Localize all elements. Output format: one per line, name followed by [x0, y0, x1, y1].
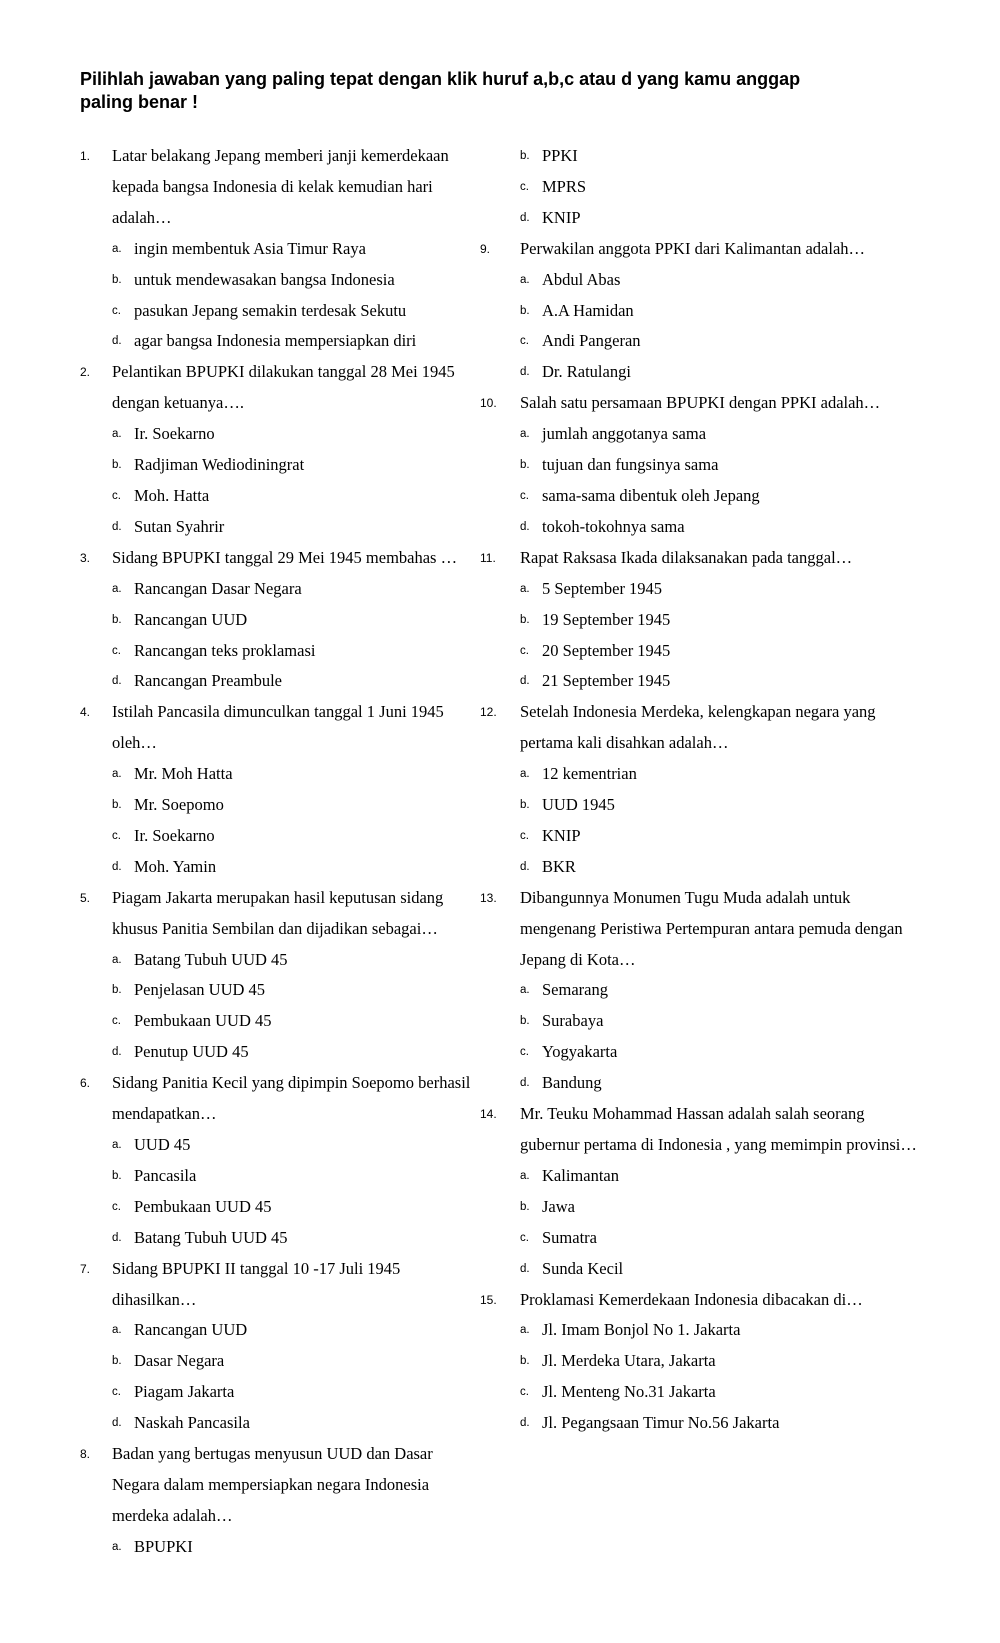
option-letter[interactable]: b.: [112, 1355, 122, 1368]
question: [480, 883, 924, 976]
question-text: Dibangunnya Monumen Tugu Muda adalah untuk mengenang Peristiwa Pertempuran antara pemuda dengan Jepang di Kota…: [520, 887, 903, 969]
option-letter[interactable]: c.: [112, 829, 121, 842]
question-text: Rapat Raksasa Ikada dilaksanakan pada tanggal…: [520, 547, 853, 567]
answer-option[interactable]: [504, 450, 924, 481]
question-block: [480, 883, 924, 1099]
option-text[interactable]: tokoh-tokohnya sama: [542, 516, 685, 536]
option-letter[interactable]: b.: [112, 273, 122, 286]
option-text[interactable]: 5 September 1945: [542, 578, 663, 598]
option-letter[interactable]: d.: [520, 675, 530, 688]
option-letter[interactable]: d.: [520, 1262, 530, 1275]
answer-option[interactable]: [80, 574, 480, 605]
answer-option[interactable]: [504, 1068, 924, 1099]
option-text[interactable]: KNIP: [542, 207, 581, 227]
option-text[interactable]: Jl. Menteng No.31 Jakarta: [542, 1382, 716, 1402]
answer-option[interactable]: [80, 1130, 480, 1161]
option-text[interactable]: Mr. Soepomo: [134, 795, 224, 815]
option-letter[interactable]: d.: [112, 1417, 122, 1430]
question-number: 15.: [480, 1292, 497, 1307]
answer-option[interactable]: [504, 419, 924, 450]
option-letter[interactable]: a.: [112, 1139, 122, 1151]
option-text[interactable]: untuk mendewasakan bangsa Indonesia: [134, 269, 395, 289]
option-letter[interactable]: d.: [112, 1046, 122, 1059]
option-letter[interactable]: c.: [520, 1386, 529, 1399]
option-text[interactable]: Dasar Negara: [134, 1351, 225, 1371]
answer-option[interactable]: [80, 1346, 480, 1377]
question-number: 7.: [80, 1261, 91, 1276]
option-text[interactable]: Jl. Merdeka Utara, Jakarta: [542, 1351, 716, 1371]
option-letter[interactable]: c.: [520, 180, 529, 193]
answer-option[interactable]: [80, 605, 480, 636]
question-block: [80, 1439, 480, 1563]
option-letter[interactable]: c.: [112, 489, 121, 502]
option-text[interactable]: Sutan Syahrir: [134, 516, 225, 536]
answer-option[interactable]: [504, 574, 924, 605]
option-text[interactable]: Kalimantan: [542, 1165, 619, 1185]
option-text[interactable]: Rancangan Preambule: [134, 671, 282, 691]
option-letter[interactable]: b.: [520, 1200, 530, 1213]
question-block: [80, 883, 480, 1068]
answer-option[interactable]: [504, 326, 924, 357]
answer-option[interactable]: [504, 1223, 924, 1254]
option-letter[interactable]: d.: [112, 520, 122, 533]
option-text[interactable]: Bandung: [542, 1073, 602, 1093]
option-letter[interactable]: c.: [112, 1200, 121, 1213]
option-text[interactable]: Jawa: [542, 1196, 575, 1216]
option-text[interactable]: Rancangan UUD: [134, 609, 248, 629]
question-text: Mr. Teuku Mohammad Hassan adalah salah seorang gubernur pertama di Indonesia , yang memimpin provinsi…: [520, 1104, 917, 1154]
option-text[interactable]: Ir. Soekarno: [134, 825, 215, 845]
answer-option[interactable]: [504, 265, 924, 296]
answer-option[interactable]: [80, 481, 480, 512]
answer-option[interactable]: [80, 450, 480, 481]
option-text[interactable]: Naskah Pancasila: [134, 1413, 250, 1433]
question-number: 12.: [480, 705, 497, 720]
right-column: [480, 141, 924, 1439]
option-letter[interactable]: c.: [520, 489, 529, 502]
option-letter[interactable]: b.: [520, 799, 530, 812]
option-letter[interactable]: a.: [520, 768, 530, 781]
option-text[interactable]: Penutup UUD 45: [134, 1042, 249, 1062]
option-text[interactable]: pasukan Jepang semakin terdesak Sekutu: [134, 300, 407, 320]
option-letter[interactable]: b.: [520, 304, 530, 317]
question-number: 13.: [480, 890, 497, 905]
question-block: [480, 1099, 924, 1284]
answer-option[interactable]: [504, 141, 924, 172]
question-block: [480, 234, 924, 389]
question-number: 9.: [480, 241, 491, 256]
answer-option[interactable]: [504, 1192, 924, 1223]
option-text[interactable]: UUD 45: [134, 1135, 191, 1154]
option-text[interactable]: Jl. Imam Bonjol No 1. Jakarta: [542, 1320, 741, 1340]
option-letter[interactable]: d.: [520, 211, 530, 224]
option-text[interactable]: Mr. Moh Hatta: [134, 764, 233, 784]
option-letter[interactable]: b.: [520, 1355, 530, 1368]
question: [80, 1254, 480, 1316]
option-letter[interactable]: b.: [112, 613, 122, 626]
answer-option[interactable]: [504, 666, 924, 697]
question: [80, 1439, 480, 1532]
question: [480, 388, 924, 419]
option-letter[interactable]: d.: [520, 1417, 530, 1430]
option-text[interactable]: Pembukaan UUD 45: [134, 1196, 272, 1216]
answer-option[interactable]: [504, 1161, 924, 1192]
option-text[interactable]: Piagam Jakarta: [134, 1382, 235, 1402]
option-letter[interactable]: c.: [112, 1015, 121, 1028]
question: [80, 697, 480, 759]
answer-option[interactable]: [80, 666, 480, 697]
option-text[interactable]: ingin membentuk Asia Timur Raya: [134, 238, 366, 258]
option-text[interactable]: Moh. Hatta: [134, 485, 210, 505]
question: [80, 141, 480, 234]
answer-option[interactable]: [80, 975, 480, 1006]
option-letter[interactable]: b.: [520, 613, 530, 626]
question-block: [80, 141, 480, 357]
question-text: Perwakilan anggota PPKI dari Kalimantan adalah…: [520, 238, 866, 258]
answer-option[interactable]: [80, 1192, 480, 1223]
answer-option[interactable]: [504, 1006, 924, 1037]
option-text[interactable]: Ir. Soekarno: [134, 424, 215, 444]
question-number: 6.: [80, 1076, 91, 1091]
option-text[interactable]: Radjiman Wediodiningrat: [134, 455, 305, 475]
option-text[interactable]: 20 September 1945: [542, 640, 671, 660]
answer-option[interactable]: [504, 1346, 924, 1377]
option-text[interactable]: Batang Tubuh UUD 45: [134, 1227, 288, 1247]
option-letter[interactable]: c.: [520, 1046, 529, 1059]
answer-option[interactable]: [80, 1532, 480, 1563]
answer-option[interactable]: [504, 1315, 924, 1346]
option-text[interactable]: Dr. Ratulangi: [542, 362, 631, 382]
answer-option[interactable]: [504, 605, 924, 636]
continued-options: [504, 141, 924, 234]
option-text[interactable]: MPRS: [542, 176, 587, 196]
answer-option[interactable]: [80, 821, 480, 852]
answer-option[interactable]: [504, 203, 924, 234]
option-text[interactable]: BKR: [542, 856, 576, 876]
answer-option[interactable]: [80, 1006, 480, 1037]
question: [80, 543, 480, 574]
option-letter[interactable]: a.: [520, 428, 530, 441]
question-number: 4.: [80, 705, 91, 720]
option-letter[interactable]: a.: [520, 984, 530, 997]
question-block: [480, 1285, 924, 1440]
question-block: [80, 1254, 480, 1439]
option-text[interactable]: Semarang: [542, 980, 608, 1000]
option-letter[interactable]: d.: [112, 860, 122, 873]
option-letter[interactable]: b.: [520, 150, 530, 162]
answer-option[interactable]: [504, 481, 924, 512]
answer-option[interactable]: [80, 419, 480, 450]
option-letter[interactable]: d.: [520, 860, 530, 873]
option-letter[interactable]: c.: [520, 335, 529, 348]
question-number: 11.: [480, 550, 496, 565]
option-text[interactable]: Pancasila: [134, 1165, 197, 1185]
question-block: [80, 357, 480, 542]
option-text[interactable]: Surabaya: [542, 1011, 604, 1031]
question: [480, 1285, 924, 1316]
option-letter[interactable]: a.: [112, 1324, 122, 1337]
question-number: 1.: [80, 149, 91, 163]
option-letter[interactable]: a.: [520, 1169, 530, 1182]
question: [80, 1068, 480, 1130]
answer-option[interactable]: [504, 512, 924, 543]
question-text: Sidang BPUPKI tanggal 29 Mei 1945 membahas …: [112, 547, 458, 567]
answer-option[interactable]: [80, 945, 480, 976]
question-block: [480, 388, 924, 543]
option-text[interactable]: Sunda Kecil: [542, 1258, 624, 1278]
right-questions: [480, 234, 924, 1439]
question-text: Sidang BPUPKI II tanggal 10 -17 Juli 1945 dihasilkan…: [112, 1258, 401, 1309]
option-text[interactable]: PPKI: [542, 146, 578, 165]
question: [480, 234, 924, 265]
question-block: [480, 543, 924, 698]
instruction-title: Pilihlah jawaban yang paling tepat dengan klik huruf a,b,c atau d yang kamu anggap paling benar !: [80, 69, 801, 112]
option-text[interactable]: Batang Tubuh UUD 45: [134, 949, 288, 969]
option-letter[interactable]: d.: [112, 335, 122, 348]
option-letter[interactable]: b.: [520, 459, 530, 472]
answer-option[interactable]: [80, 1377, 480, 1408]
option-text[interactable]: Yogyakarta: [542, 1042, 618, 1062]
question-number: 2.: [80, 365, 91, 380]
question-text: Istilah Pancasila dimunculkan tanggal 1 Juni 1945 oleh…: [112, 702, 444, 753]
question-text: Setelah Indonesia Merdeka, kelengkapan negara yang pertama kali disahkan adalah…: [520, 702, 876, 753]
option-letter[interactable]: b.: [112, 1169, 122, 1182]
question: [80, 883, 480, 945]
answer-option[interactable]: [504, 636, 924, 667]
option-letter[interactable]: a.: [112, 428, 122, 441]
option-text[interactable]: 21 September 1945: [542, 671, 671, 691]
answer-option[interactable]: [80, 790, 480, 821]
answer-option[interactable]: [504, 1377, 924, 1408]
option-letter[interactable]: d.: [112, 1231, 122, 1244]
question-text: Badan yang bertugas menyusun UUD dan Dasar Negara dalam mempersiapkan negara Indonesia merdeka adalah…: [112, 1444, 433, 1525]
option-text[interactable]: Rancangan teks proklamasi: [134, 640, 316, 660]
answer-option[interactable]: [80, 296, 480, 327]
option-letter[interactable]: b.: [112, 459, 122, 472]
question-number: 3.: [80, 550, 91, 565]
option-letter[interactable]: c.: [112, 304, 121, 317]
question-number: 8.: [80, 1447, 91, 1462]
question-text: Pelantikan BPUPKI dilakukan tanggal 28 Mei 1945 dengan ketuanya….: [112, 362, 455, 413]
option-text[interactable]: A.A Hamidan: [542, 300, 634, 320]
answer-option[interactable]: [80, 1037, 480, 1068]
option-text[interactable]: tujuan dan fungsinya sama: [542, 455, 719, 475]
option-text[interactable]: agar bangsa Indonesia mempersiapkan diri: [134, 331, 417, 351]
question-text: Salah satu persamaan BPUPKI dengan PPKI adalah…: [520, 393, 881, 413]
option-letter[interactable]: c.: [520, 1231, 529, 1244]
option-letter[interactable]: a.: [520, 273, 530, 286]
question-number: 10.: [480, 396, 497, 411]
option-letter[interactable]: a.: [520, 582, 530, 595]
option-text[interactable]: Rancangan Dasar Negara: [134, 578, 302, 598]
question-number: 5.: [80, 890, 91, 905]
option-letter[interactable]: d.: [112, 675, 122, 688]
option-letter[interactable]: d.: [520, 1077, 530, 1090]
answer-option[interactable]: [80, 1315, 480, 1346]
option-text[interactable]: Sumatra: [542, 1227, 597, 1247]
option-letter[interactable]: a.: [112, 953, 122, 966]
left-column: [80, 141, 480, 1563]
option-text[interactable]: KNIP: [542, 825, 581, 845]
answer-option[interactable]: [80, 1408, 480, 1439]
option-letter[interactable]: c.: [112, 1386, 121, 1399]
option-letter[interactable]: a.: [112, 582, 122, 595]
answer-option[interactable]: [80, 326, 480, 357]
question-text: Piagam Jakarta merupakan hasil keputusan sidang khusus Panitia Sembilan dan dijadikan sebagai…: [112, 887, 444, 938]
answer-option[interactable]: [504, 1254, 924, 1285]
answer-option[interactable]: [80, 1223, 480, 1254]
option-text[interactable]: Andi Pangeran: [542, 331, 641, 351]
option-text[interactable]: Abdul Abas: [542, 269, 621, 289]
option-letter[interactable]: c.: [520, 829, 529, 842]
question: [480, 697, 924, 759]
answer-option[interactable]: [504, 1408, 924, 1439]
question-text: Proklamasi Kemerdekaan Indonesia dibacakan di…: [520, 1289, 863, 1309]
answer-option[interactable]: [504, 821, 924, 852]
option-text[interactable]: Pembukaan UUD 45: [134, 1011, 272, 1031]
question-text: Latar belakang Jepang memberi janji kemerdekaan kepada bangsa Indonesia di kelak kemudian hari adalah…: [112, 146, 449, 227]
option-text[interactable]: Rancangan UUD: [134, 1320, 248, 1340]
option-text[interactable]: sama-sama dibentuk oleh Jepang: [542, 485, 760, 505]
option-text[interactable]: Penjelasan UUD 45: [134, 980, 266, 1000]
option-letter[interactable]: a.: [112, 242, 122, 255]
option-text[interactable]: Moh. Yamin: [134, 856, 217, 876]
answer-option[interactable]: [504, 852, 924, 883]
option-text[interactable]: BPUPKI: [134, 1536, 193, 1556]
question-block: [80, 1068, 480, 1253]
answer-option[interactable]: [504, 172, 924, 203]
question: [80, 357, 480, 419]
option-text[interactable]: 19 September 1945: [542, 609, 671, 629]
question-block: [80, 697, 480, 882]
question-block: [480, 697, 924, 882]
answer-option[interactable]: [80, 265, 480, 296]
option-letter[interactable]: b.: [520, 1015, 530, 1028]
answer-option[interactable]: [80, 1161, 480, 1192]
option-letter[interactable]: a.: [520, 1324, 530, 1337]
answer-option[interactable]: [504, 296, 924, 327]
answer-option[interactable]: [504, 1037, 924, 1068]
answer-option[interactable]: [80, 852, 480, 883]
answer-option[interactable]: [80, 234, 480, 265]
option-text[interactable]: jumlah anggotanya sama: [542, 424, 707, 444]
question: [480, 1099, 924, 1161]
option-text[interactable]: UUD 1945: [542, 795, 615, 815]
answer-option[interactable]: [504, 357, 924, 388]
option-letter[interactable]: b.: [112, 799, 122, 812]
option-letter[interactable]: d.: [520, 366, 530, 379]
question-block: [80, 543, 480, 698]
option-letter[interactable]: a.: [112, 1540, 122, 1553]
answer-option[interactable]: [504, 790, 924, 821]
answer-option[interactable]: [504, 759, 924, 790]
option-letter[interactable]: c.: [112, 644, 121, 657]
question-number: 14.: [480, 1107, 497, 1122]
answer-option[interactable]: [80, 512, 480, 543]
answer-option[interactable]: [504, 975, 924, 1006]
answer-option[interactable]: [80, 636, 480, 667]
option-text[interactable]: Jl. Pegangsaan Timur No.56 Jakarta: [542, 1413, 780, 1433]
option-letter[interactable]: a.: [112, 768, 122, 781]
option-letter[interactable]: b.: [112, 984, 122, 997]
question-text: Sidang Panitia Kecil yang dipimpin Soepomo berhasil mendapatkan…: [112, 1073, 471, 1124]
question: [480, 543, 924, 574]
option-letter[interactable]: d.: [520, 520, 530, 533]
option-text[interactable]: 12 kementrian: [542, 764, 637, 784]
option-letter[interactable]: c.: [520, 644, 529, 657]
answer-option[interactable]: [80, 759, 480, 790]
